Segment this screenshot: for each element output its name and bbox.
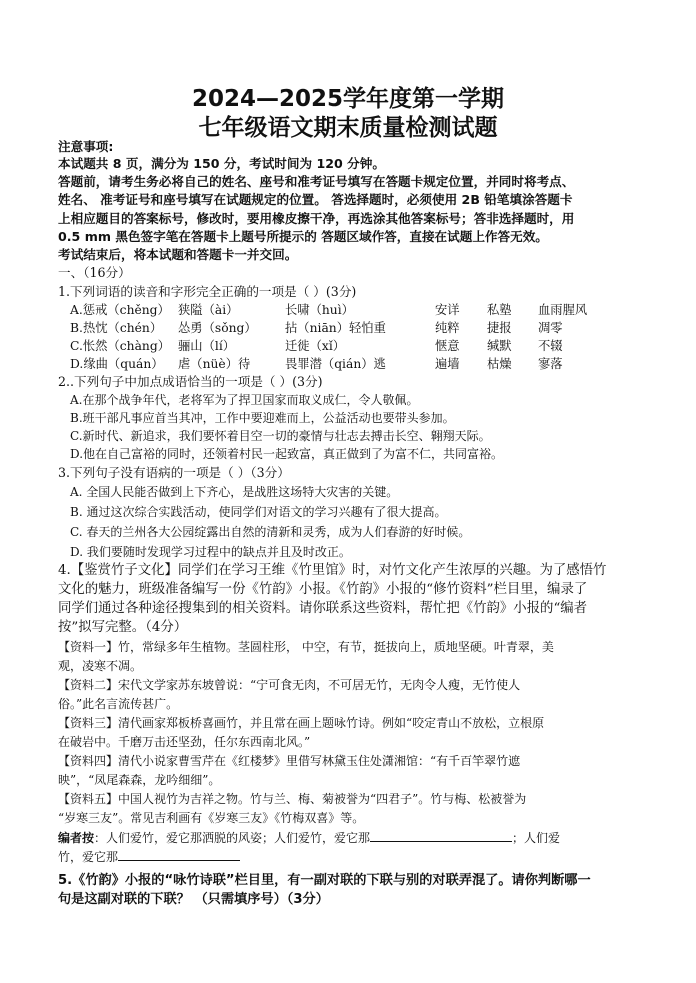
material-2-cont: 俗。”此名言流传甚广。 xyxy=(58,697,179,711)
section-heading: 一、（16分） xyxy=(58,265,131,280)
question-2-option-b: B.班干部凡事应首当其冲，工作中要迎难而上，公益活动也要带头参加。 xyxy=(70,411,455,425)
question-2-option-d: D.他在自己富裕的同时，还领着村民一起致富，真正做到了为富不仁，共同富裕。 xyxy=(70,447,504,461)
notice-line: 答题前，请考生务必将自己的姓名、座号和准考证号填写在答题卡规定位置，并同时将考点、 xyxy=(58,174,575,189)
material-3: 【资料三】清代画家郑板桥喜画竹，并且常在画上题咏竹诗。例如“咬定青山不放松，立根原 xyxy=(58,716,545,730)
material-3-cont: 在破岩中。千磨万击还坚劲，任尔东西南北风。” xyxy=(58,735,311,749)
material-4-cont: 映”，“凤尾森森，龙吟细细”。 xyxy=(58,773,221,787)
question-2-option-c: C.新时代、新追求，我们要怀着目空一切的豪情与壮志去搏击长空、翱翔天际。 xyxy=(70,429,491,443)
notice-line: 姓名、 准考证号和座号填写在试题规定的位置。 答选择题时，必须使用 2B 铅笔填涂答题卡 xyxy=(58,192,573,207)
exam-title-year: 2024—2025学年度第一学期 xyxy=(191,86,505,112)
editor-note-label: 编者按 xyxy=(58,831,95,845)
question-3-option-c: C. 春天的兰州各大公园绽露出自然的清新和灵秀，成为人们春游的好时候。 xyxy=(70,525,471,539)
answer-blank-1[interactable] xyxy=(370,829,512,842)
question-4-intro: 同学们通过各种途径搜集到的相关资料。请你联系这些资料，帮忙把《竹韵》小报的“编者 xyxy=(58,601,588,616)
answer-blank-2[interactable] xyxy=(118,848,240,861)
notice-heading: 注意事项: xyxy=(58,139,114,154)
question-5-stem-cont: 句是这副对联的下联？ （只需填序号）（3分） xyxy=(58,892,329,907)
material-2: 【资料二】宋代文学家苏东坡曾说：“宁可食无肉，不可居无竹，无肉令人瘦，无竹使人 xyxy=(58,678,521,692)
notice-line: 本试题共 8 页，满分为 150 分，考试时间为 120 分钟。 xyxy=(58,156,385,171)
material-4: 【资料四】清代小说家曹雪芹在《红楼梦》里借写林黛玉住处潇湘馆：“有千百竿翠竹遮 xyxy=(58,754,521,768)
question-3-option-b: B. 通过这次综合实践活动，使同学们对语文的学习兴趣有了很大提高。 xyxy=(70,505,447,519)
question-4-intro: 4.【鉴赏竹子文化】同学们在学习王维《竹里馆》时，对竹文化产生浓厚的兴趣。为了感悟竹 xyxy=(58,563,607,578)
question-5-stem: 5.《竹韵》小报的“咏竹诗联”栏目里，有一副对联的下联与别的对联弄混了。请你判断哪一 xyxy=(58,873,591,888)
material-5-cont: “岁寒三友”。常见吉利画有《岁寒三友》《竹梅双喜》等。 xyxy=(58,811,365,825)
exam-title-subject: 七年级语文期末质量检测试题 xyxy=(198,115,498,141)
question-3-option-a: A. 全国人民能否做到上下齐心，是战胜这场特大灾害的关键。 xyxy=(70,485,399,499)
notice-line: 0.5 mm 黑色签字笔在答题卡上题号所提示的 答题区域作答，直接在试题上作答无效。 xyxy=(58,229,548,244)
question-2-option-a: A.在那个战争年代，老将军为了捍卫国家而取义成仁，令人敬佩。 xyxy=(70,393,419,407)
question-1-stem: 1.下列词语的读音和字形完全正确的一项是（ ）(3分) xyxy=(58,284,357,299)
editor-note-line-1: 编者按：人们爱竹，爱它那洒脱的风姿；人们爱竹，爱它那 ；人们爱 xyxy=(58,831,561,845)
exam-page: 2024—2025学年度第一学期 七年级语文期末质量检测试题 注意事项: 本试题共 8 页，满分为 150 分，考试时间为 120 分钟。 答题前，请考生务必将自己的姓名、座号和准考证号填写在答题卡规定位置，并同时将考点、 姓名、 准考证号和座号填写在试题规定的位置。 答选择题时，必须使用 2B 铅笔填涂答题卡 上相应题目的答案标号，修改时，要用橡皮擦干净，再选涂其他答案标号；答非选择题时，用 0.5 mm 黑色签字笔在答题卡上题号所提示的 答题区域作答，直接在试题上作答无效。 考试结束后，将本试题和答题卡一并交回。 一、（16分） 1.下列词语的读音和字形完全正确的一项是（ ）(3分) A.惩戒（chěng） 狭隘（ài） 长啸（huì） 安详 私塾 血雨腥风 B.热忱（chén） 怂勇（sǒng） 拈（niān）轻怕重 纯粹 捷报 凋零 C.怅然（chàng） 骊山（lí） 迁徙（xǐ） 惬意 缄默 不辍 D.缘曲（quán） 虐（nüè）待 畏罪潜（qián）逃 遍墙 枯燥 寥落 2..下列句子中加点成语恰当的一项是（ ）(3分) A.在那个战争年代，老将军为了捍卫国家而取义成仁，令人敬佩。 B.班干部凡事应首当其冲，工作中要迎难而上，公益活动也要带头参加。 C.新时代、新追求，我们要怀着目空一切的豪情与壮志去搏击长空、翱翔天际。 D.他在自己富裕的同时，还领着村民一起致富，真正做到了为富不仁，共同富裕。 3.下列句子没有语病的一项是（ ）（3分） A. 全国人民能否做到上下齐心，是战胜这场特大灾害的关键。 B. 通过这次综合实践活动，使同学们对语文的学习兴趣有了很大提高。 C. 春天的兰州各大公园绽露出自然的清新和灵秀，成为人们春游的好时候。 D. 我们要随时发现学习过程中的缺点并且及时改正。 4.【鉴赏竹子文化】同学们在学习王维《竹里馆》时，对竹文化产生浓厚的兴趣。为了感悟竹 文化的魅力，班级准备编写一份《竹韵》小报。《竹韵》小报的“修竹资料”栏目里，编录了 同学们通过各种途径搜集到的相关资料。请你联系这些资料，帮忙把《竹韵》小报的“编者 按”拟写完整。（4分） 【资料一】竹，常绿多年生植物。茎圆柱形， 中空，有节，挺拔向上，质地坚硬。叶青翠，美 观，凌寒不凋。 【资料二】宋代文学家苏东坡曾说：“宁可食无肉，不可居无竹，无肉令人瘦，无竹使人 俗。”此名言流传甚广。 【资料三】清代画家郑板桥喜画竹，并且常在画上题咏竹诗。例如“咬定青山不放松，立根原 在破岩中。千磨万击还坚劲，任尔东西南北风。” 【资料四】清代小说家曹雪芹在《红楼梦》里借写林黛玉住处潇湘馆：“有千百竿翠竹遮 映”，“凤尾森森，龙吟细细”。 【资料五】中国人视竹为吉祥之物。竹与兰、梅、菊被誉为“四君子”。竹与梅、松被誉为 “岁寒三友”。常见吉利画有《岁寒三友》《竹梅双喜》等。 编者按：人们爱竹，爱它那洒脱的风姿；人们爱竹，爱它那 ；人们爱 竹，爱它那 5.《竹韵》小报的“咏竹诗联”栏目里，有一副对联的下联与别的对联弄混了。请你判断哪一 句是这副对联的下联？ （只需填序号）（3分） xyxy=(0,0,696,983)
notice-line: 上相应题目的答案标号，修改时，要用橡皮擦干净，再选涂其他答案标号；答非选择题时，用 xyxy=(58,211,575,226)
material-1: 【资料一】竹，常绿多年生植物。茎圆柱形， 中空，有节，挺拔向上，质地坚硬。叶青翠，美 xyxy=(58,640,554,654)
editor-note-line-2: 竹，爱它那 xyxy=(58,848,240,865)
question-2-stem: 2..下列句子中加点成语恰当的一项是（ ）(3分) xyxy=(58,374,323,389)
material-1-cont: 观，凌寒不凋。 xyxy=(58,659,143,673)
material-5: 【资料五】中国人视竹为吉祥之物。竹与兰、梅、菊被誉为“四君子”。竹与梅、松被誉为 xyxy=(58,792,527,806)
question-4-intro: 文化的魅力，班级准备编写一份《竹韵》小报。《竹韵》小报的“修竹资料”栏目里，编录了 xyxy=(58,582,588,597)
question-3-stem: 3.下列句子没有语病的一项是（ ）（3分） xyxy=(58,465,290,480)
question-4-intro: 按”拟写完整。（4分） xyxy=(58,620,188,635)
question-3-option-d: D. 我们要随时发现学习过程中的缺点并且及时改正。 xyxy=(70,545,351,559)
notice-line: 考试结束后，将本试题和答题卡一并交回。 xyxy=(58,247,298,262)
